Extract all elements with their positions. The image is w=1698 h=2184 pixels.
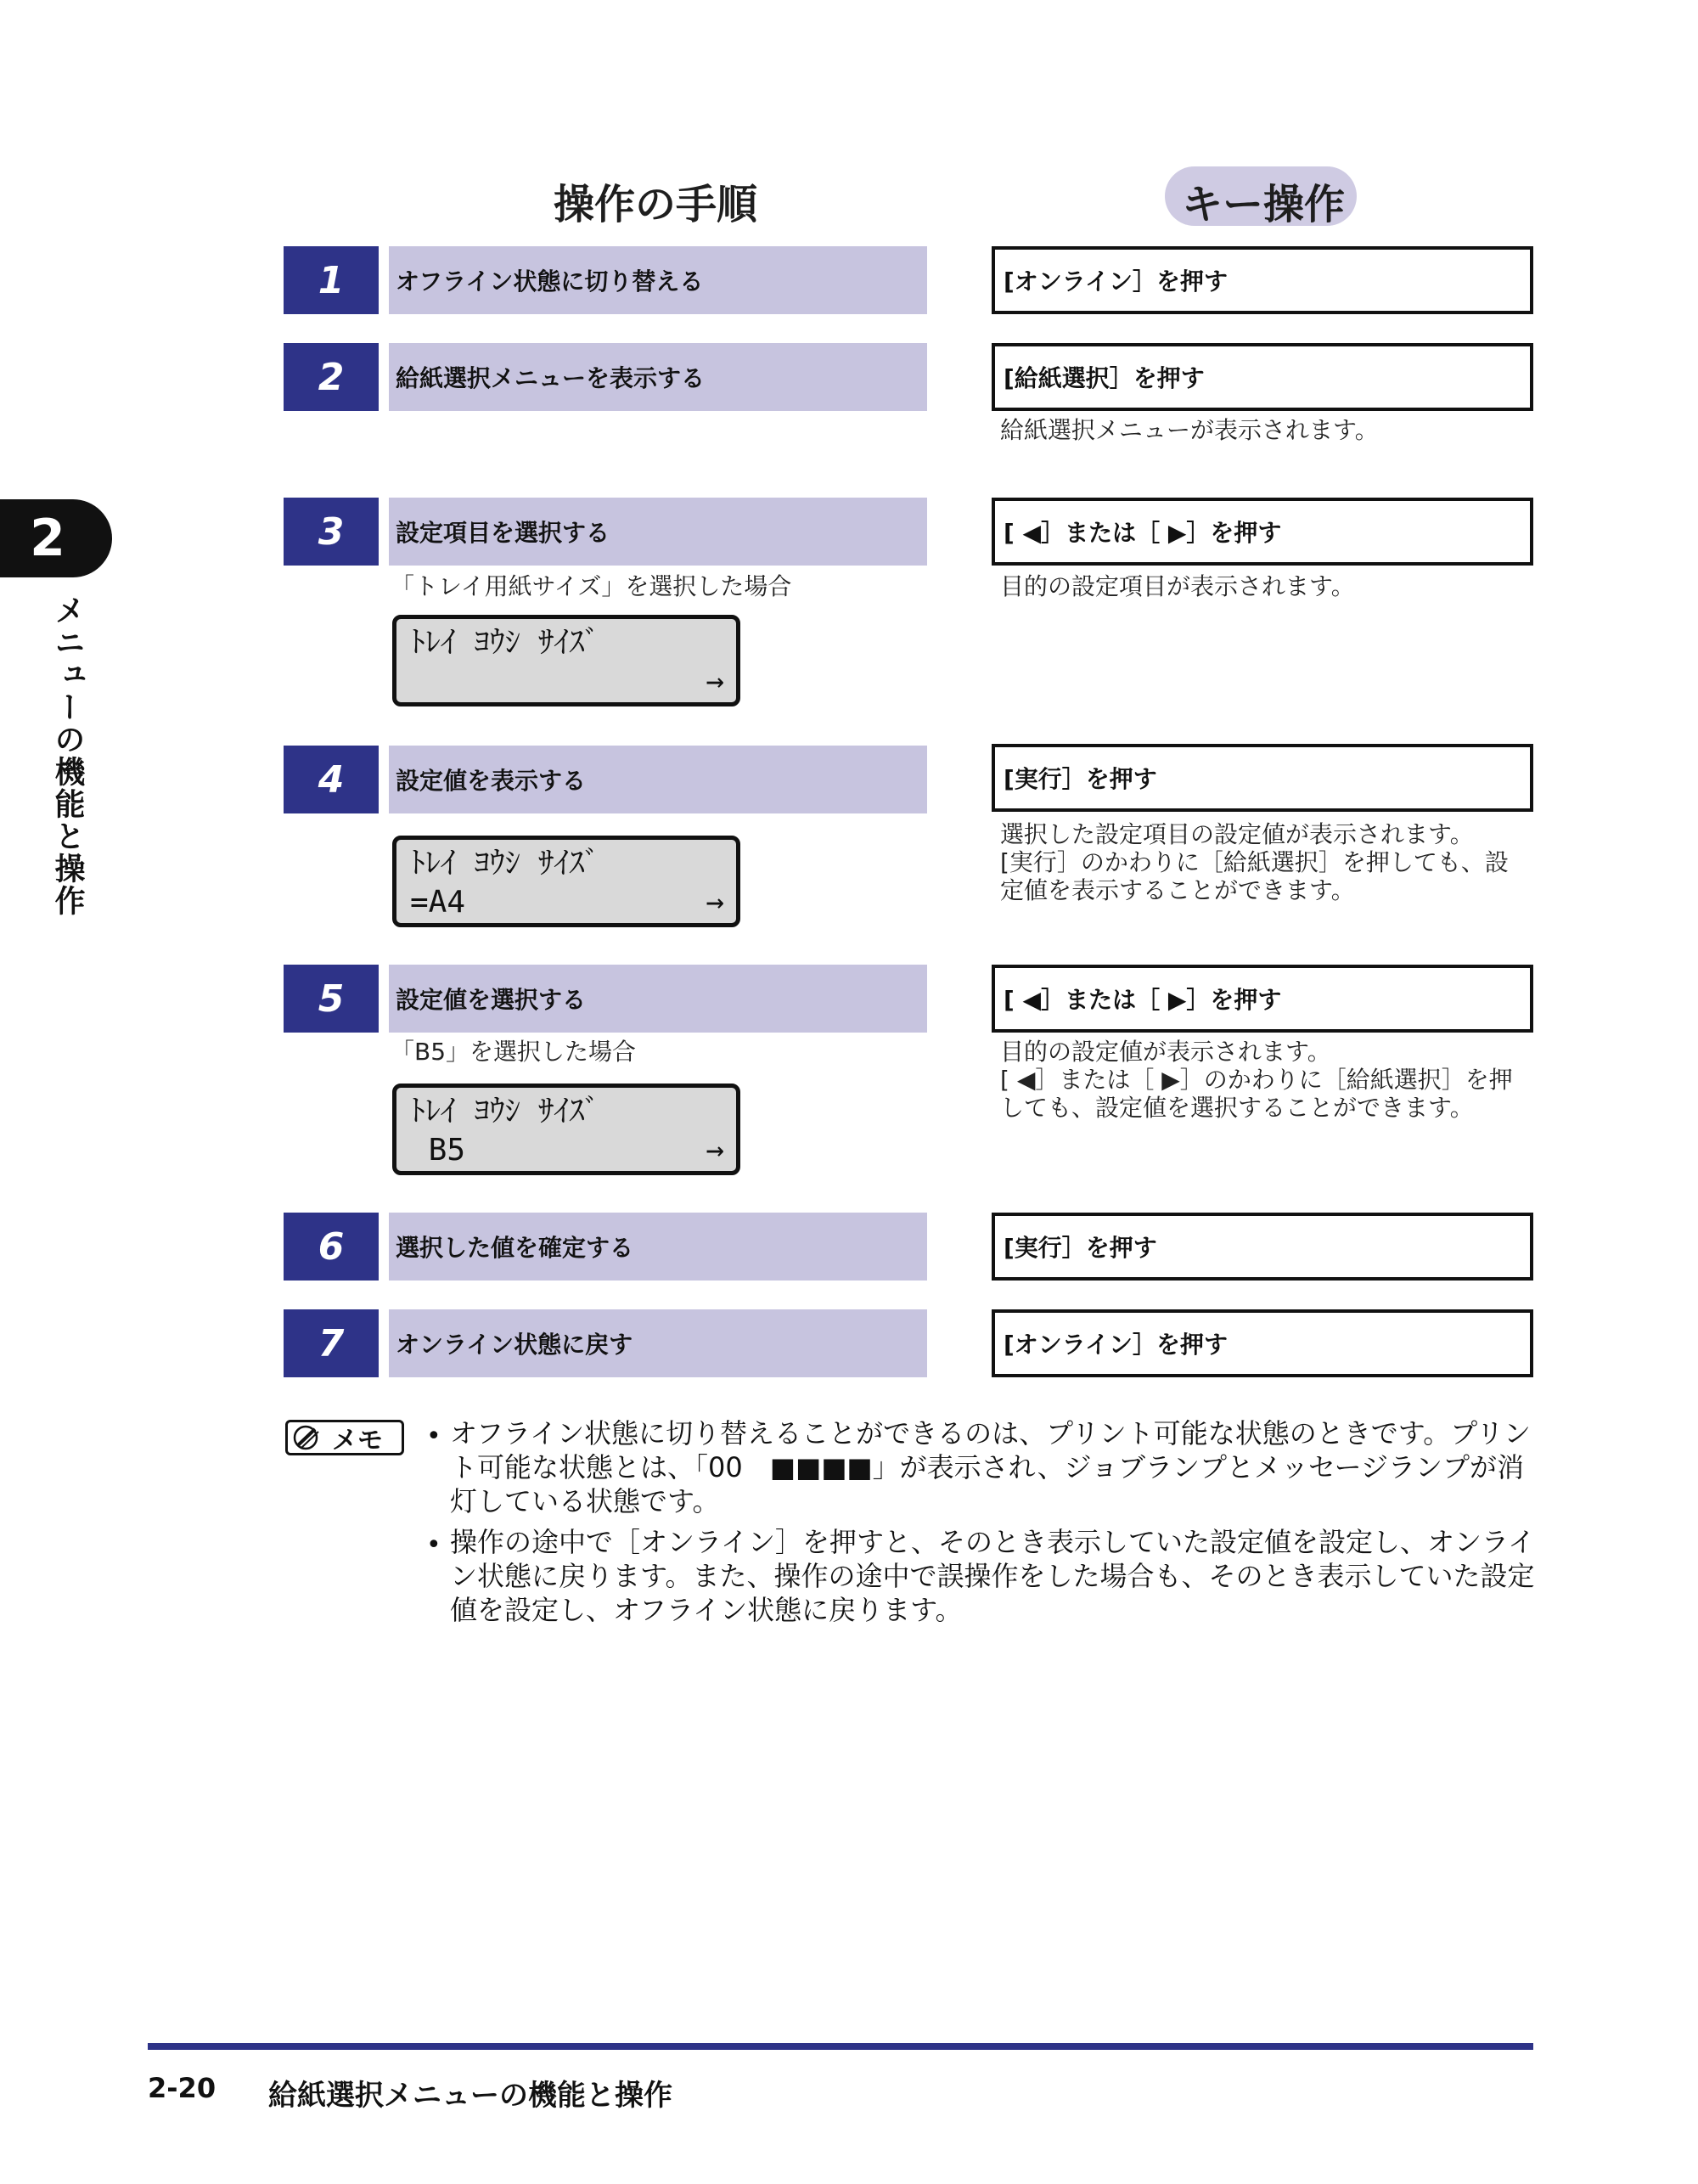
step-key-box: [オンライン］を押す — [992, 246, 1533, 314]
description-line: 定値を表示することができます。 — [1000, 876, 1355, 904]
memo-label: メモ — [332, 1426, 383, 1455]
footer-rule — [148, 2043, 1533, 2050]
lcd-arrow-icon: → — [706, 1133, 724, 1168]
note-line: ン状態に戻ります。また、操作の途中で誤操作をした場合も、そのとき表示していた設定 — [450, 1560, 1535, 1592]
step-key-description — [1000, 1038, 1513, 1122]
lcd-arrow-icon: → — [706, 885, 724, 920]
lcd-line-1: ﾄﾚｲ ﾖｳｼ ｻｲｽﾞ — [410, 1094, 600, 1129]
chapter-title: メニューの機能と操作 — [50, 594, 85, 917]
step-number: 5 — [284, 965, 379, 1033]
heading-procedure: 操作の手順 — [554, 181, 758, 228]
note-line: ト可能な状態とは、「00 ■■■■」が表示され、ジョブランプとメッセージランプが消 — [450, 1451, 1525, 1483]
bullet-icon: • — [426, 1421, 441, 1451]
step-operation-note: 「トレイ用紙サイズ」を選択した場合 — [391, 572, 792, 600]
memo-note — [450, 1525, 1536, 1627]
lcd-line-2: =A4 — [410, 885, 466, 920]
step-number: 4 — [284, 746, 379, 813]
step-operation: オフライン状態に切り替える — [389, 246, 927, 314]
step-number: 2 — [284, 343, 379, 411]
step-operation: 選択した値を確定する — [389, 1213, 927, 1281]
description-line: しても、設定値を選択することができます。 — [1000, 1094, 1474, 1122]
lcd-display — [392, 836, 740, 927]
step-number: 1 — [284, 246, 379, 314]
description-line: 目的の設定値が表示されます。 — [1000, 1038, 1331, 1066]
lcd-line-1: ﾄﾚｲ ﾖｳｼ ｻｲｽﾞ — [410, 625, 600, 660]
description-line: 選択した設定項目の設定値が表示されます。 — [1000, 820, 1474, 848]
step-operation: 給紙選択メニューを表示する — [389, 343, 927, 411]
step-key-box: [ ◀］または［ ▶］を押す — [992, 498, 1533, 566]
step-operation: 設定値を選択する — [389, 965, 927, 1033]
step-key-box: [実行］を押す — [992, 744, 1533, 812]
step-key-box: [実行］を押す — [992, 1213, 1533, 1281]
memo-note — [450, 1416, 1533, 1518]
chapter-number: 2 — [30, 509, 65, 568]
step-key-description — [1000, 820, 1509, 904]
step-key-box: [オンライン］を押す — [992, 1309, 1533, 1377]
lcd-arrow-icon: → — [706, 664, 724, 699]
pencil-icon — [293, 1425, 325, 1450]
step-operation: 設定値を表示する — [389, 746, 927, 813]
note-line: 値を設定し、オフライン状態に戻ります。 — [450, 1594, 963, 1626]
step-number: 7 — [284, 1309, 379, 1377]
note-line: オフライン状態に切り替えることができるのは、プリント可能な状態のときです。プリン — [450, 1417, 1531, 1449]
step-key-description: 給紙選択メニューが表示されます。 — [1000, 416, 1379, 444]
step-key-box: [ ◀］または［ ▶］を押す — [992, 965, 1533, 1033]
note-line: 灯している状態です。 — [450, 1485, 720, 1517]
step-number: 3 — [284, 498, 379, 566]
description-line: [実行］のかわりに［給紙選択］を押しても、設 — [1000, 848, 1509, 876]
lcd-display — [392, 615, 740, 706]
footer-title: 給紙選択メニューの機能と操作 — [268, 2079, 672, 2113]
lcd-display — [392, 1084, 740, 1175]
heading-key-operation: キー操作 — [1182, 181, 1346, 228]
step-operation: 設定項目を選択する — [389, 498, 927, 566]
description-line: [ ◀］または［ ▶］のかわりに［給紙選択］を押 — [1000, 1066, 1513, 1094]
chapter-tab — [0, 499, 112, 577]
lcd-line-1: ﾄﾚｲ ﾖｳｼ ｻｲｽﾞ — [410, 846, 600, 881]
step-operation: オンライン状態に戻す — [389, 1309, 927, 1377]
lcd-line-2: B5 — [410, 1133, 466, 1168]
bullet-icon: • — [426, 1530, 441, 1560]
step-key-description: 目的の設定項目が表示されます。 — [1000, 572, 1355, 600]
step-key-box: [給紙選択］を押す — [992, 343, 1533, 411]
step-operation-note: 「B5」を選択した場合 — [391, 1038, 637, 1066]
step-number: 6 — [284, 1213, 379, 1281]
memo-badge — [285, 1420, 404, 1455]
page-number: 2-20 — [148, 2072, 216, 2104]
note-line: 操作の途中で［オンライン］を押すと、そのとき表示していた設定値を設定し、オンライ — [450, 1526, 1536, 1558]
